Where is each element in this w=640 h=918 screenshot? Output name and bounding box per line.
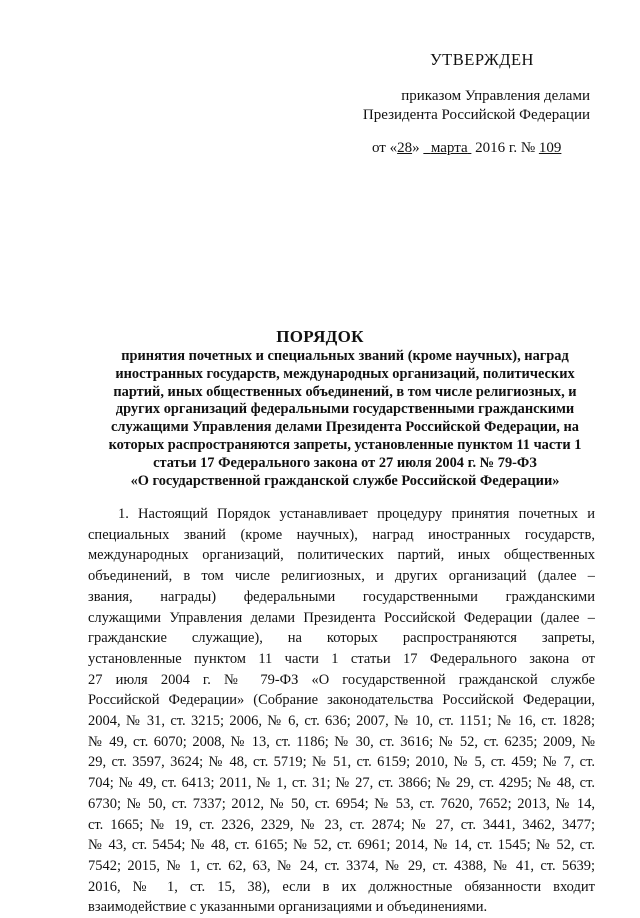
subtitle-line: партий, иных общественных объединений, в том числе религиозных, и (113, 383, 577, 400)
subtitle-line: иностранных государств, международных организаций, политических (115, 365, 575, 382)
subtitle-line: других организаций федеральными государственными гражданскими (115, 401, 575, 418)
date-prefix: от « (372, 140, 398, 156)
paragraph-line: звания, награды) федеральными государственными гражданскими (88, 588, 595, 605)
paragraph-line: служащими Управления делами Президента Российской Федерации (далее – (88, 609, 595, 626)
paragraph-line: Российской Федерации» (Собрание законодательства Российской Федерации, (88, 692, 595, 709)
date-month (423, 140, 471, 156)
paragraph-line: объединений, в том числе религиозных, и других организаций (далее – (88, 568, 595, 585)
paragraph-line: 704; № 49, ст. 6413; 2011, № 1, ст. 31; № 27, ст. 3866; № 29, ст. 4295; № 48, ст. (88, 775, 595, 792)
subtitle-line: «О государственной гражданской службе Российской Федерации» (130, 472, 560, 489)
date-mid: » (412, 140, 424, 156)
paragraph-line: установленные пунктом 11 части 1 статьи 17 Федерального закона от (88, 650, 595, 667)
paragraph-line: 1. Настоящий Порядок устанавливает процедуру принятия почетных и (118, 506, 595, 522)
order-date-line (372, 140, 561, 157)
paragraph-line: ст. 1665; № 19, ст. 2326, 2329, № 23, ст. 2874; № 27, ст. 3441, 3462, 3477; (88, 816, 595, 833)
approved-stamp-heading: УТВЕРЖДЕН (430, 50, 534, 69)
order-line-2: Президента Российской Федерации (362, 107, 590, 123)
paragraph-line: 6730; № 50, ст. 7337; 2012, № 50, ст. 6954; № 53, ст. 7620, 7652; 2013, № 14, (88, 795, 595, 812)
paragraph-line: № 49, ст. 6070; 2008, № 13, ст. 1186; № 30, ст. 3616; № 52, ст. 6235; 2009, № (88, 733, 595, 750)
document-title: ПОРЯДОК (276, 327, 364, 346)
date-day: 28 (397, 140, 413, 156)
paragraph-line: международных организаций, политических партий, иных общественных (88, 547, 595, 564)
subtitle-line: служащими Управления делами Президента Российской Федерации, на (111, 419, 579, 436)
subtitle-line: которых распространяются запреты, установленные пунктом 11 части 1 (108, 436, 582, 453)
order-number: 109 (538, 140, 562, 156)
paragraph-line: специальных званий (кроме научных), наград иностранных государств, (88, 526, 595, 543)
paragraph-line: гражданские служащие), на которых распространяются запреты, (88, 630, 595, 647)
paragraph-1 (88, 504, 595, 918)
paragraph-line: 27 июля 2004 г. № 79-ФЗ «О государственной гражданской службе (88, 671, 595, 688)
paragraph-line: 7542; 2015, № 1, ст. 62, 63, № 24, ст. 3374, № 29, ст. 4388, № 41, ст. 5639; (88, 857, 595, 874)
paragraph-line: взаимодействие с указанными организациями и объединениями. (88, 899, 488, 916)
paragraph-line: 2004, № 31, ст. 3215; 2006, № 6, ст. 636; 2007, № 10, ст. 1151; № 16, ст. 1828; (88, 713, 595, 730)
date-month-text: марта (430, 140, 468, 156)
order-line-1: приказом Управления делами (401, 88, 590, 104)
subtitle-line: принятия почетных и специальных званий (кроме научных), наград (121, 348, 569, 364)
document-subtitle (85, 348, 605, 490)
subtitle-line: статьи 17 Федерального закона от 27 июля 2004 г. № 79-ФЗ (153, 454, 537, 471)
date-year: 2016 г. № (471, 140, 539, 156)
paragraph-line: 2016, № 1, ст. 15, 38), если в их должностные обязанности входит (88, 878, 595, 895)
paragraph-line: № 43, ст. 5454; № 48, ст. 6165; № 52, ст. 6961; 2014, № 14, ст. 1545; № 52, ст. (88, 837, 595, 854)
paragraph-line: 29, ст. 3597, 3624; № 48, ст. 5719; № 51, ст. 6159; 2010, № 5, ст. 459; № 7, ст. (88, 754, 595, 771)
